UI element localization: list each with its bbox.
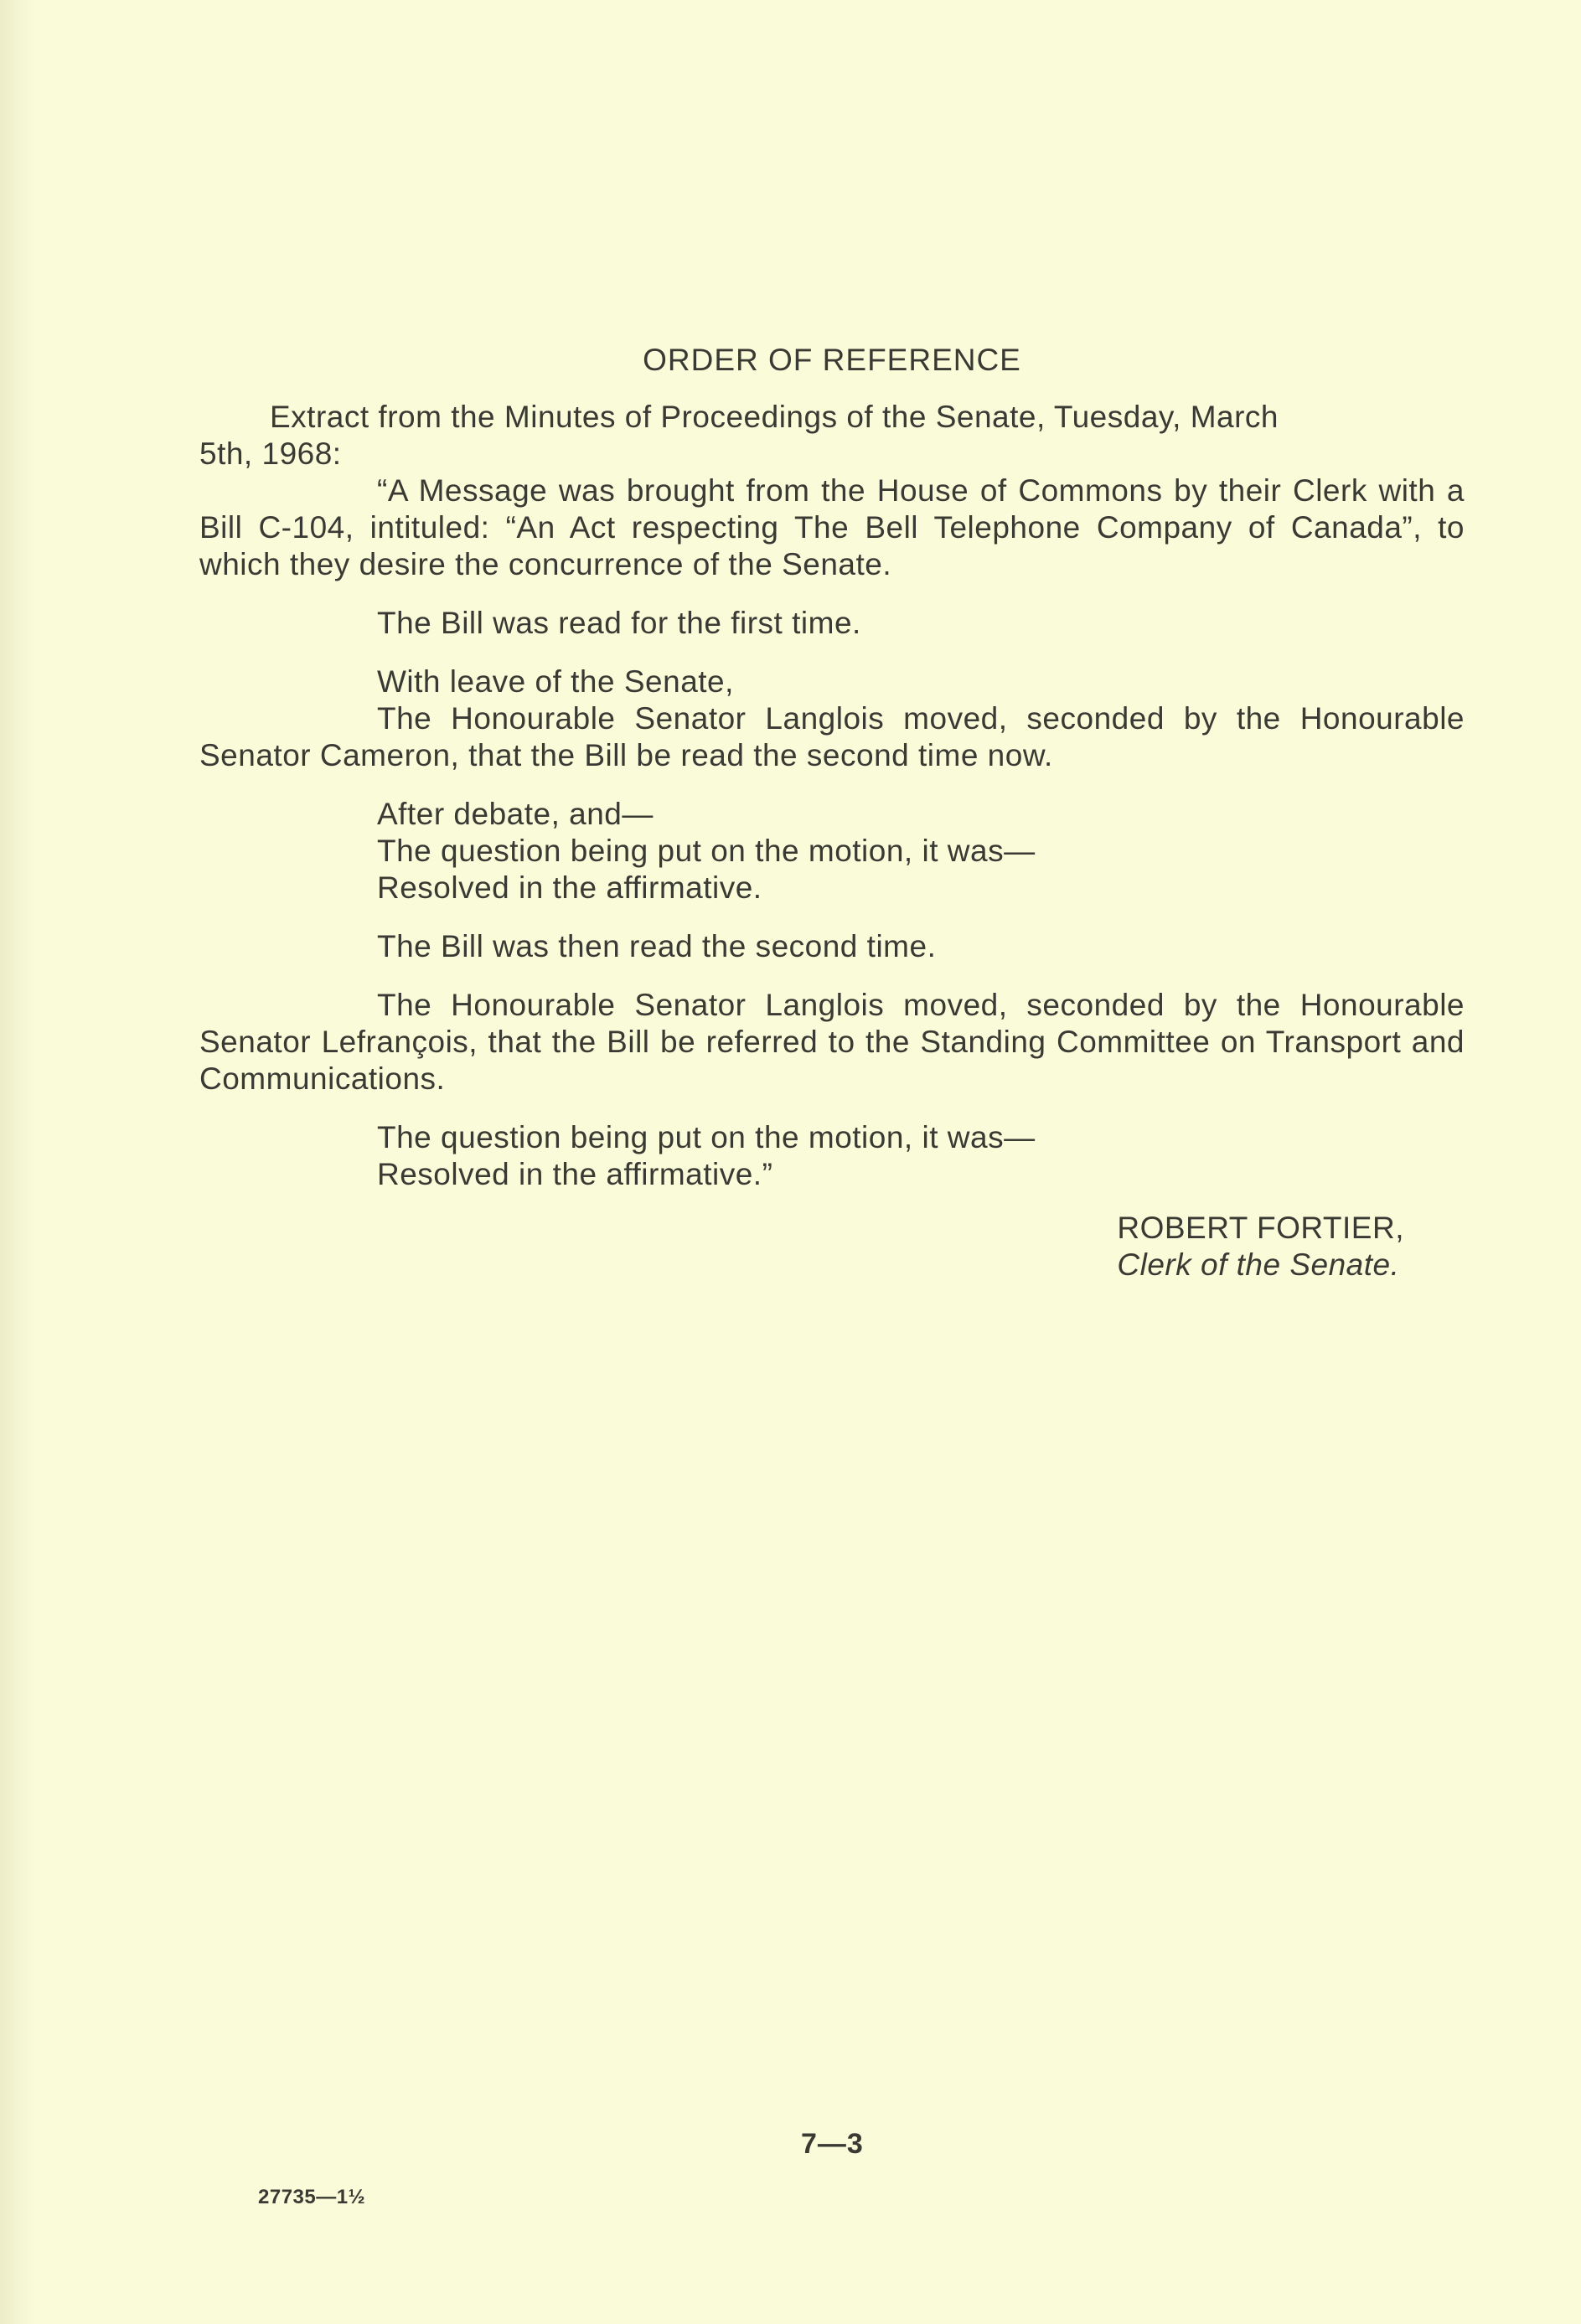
page-binding-edge <box>0 0 34 2324</box>
spacer <box>199 642 1465 664</box>
motion-second-reading: The Honourable Senator Langlois moved, seconded by the Honourable Senator Cameron, that the Bill be read the second time now. <box>199 701 1465 772</box>
motion-refer-paragraph: The Honourable Senator Langlois moved, seconded by the Honourable Senator Lefrançois, that the Bill be referred to the Standing Committee on Transport and Communications. <box>199 988 1465 1096</box>
extract-line-1: Extract from the Minutes of Proceedings of the Senate, Tuesday, March <box>270 400 1279 434</box>
signature-name: ROBERT FORTIER, <box>1117 1211 1404 1245</box>
after-debate-line: After debate, and— <box>377 797 654 831</box>
signature <box>1117 1210 1404 1283</box>
print-code: 27735—1½ <box>258 2186 366 2208</box>
spacer <box>199 906 1465 928</box>
spacer <box>199 1097 1465 1119</box>
resolved-line-2: Resolved in the affirmative.” <box>377 1157 773 1191</box>
resolved-line-1: Resolved in the affirmative. <box>377 870 762 905</box>
extract-line-2: 5th, 1968: <box>199 436 342 471</box>
page-number: 7—3 <box>801 2128 864 2160</box>
document-body <box>199 342 1465 1294</box>
page-title: ORDER OF REFERENCE <box>643 343 1021 377</box>
signature-block <box>199 1210 1465 1294</box>
leave-line: With leave of the Senate, <box>377 664 734 699</box>
spacer <box>199 965 1465 987</box>
spacer <box>199 774 1465 796</box>
question-put-line-1: The question being put on the motion, it was— <box>377 834 1036 868</box>
signature-title: Clerk of the Senate. <box>1117 1247 1400 1282</box>
quote-paragraph: “A Message was brought from the House of Commons by their Clerk with a Bill C-104, intituled: “An Act respecting The Bell Telephone Company of Canada”, to which they desire the concurrence of the Senate. <box>199 473 1465 581</box>
second-reading-line: The Bill was then read the second time. <box>377 929 937 963</box>
spacer <box>199 583 1465 605</box>
first-reading-line: The Bill was read for the first time. <box>377 606 861 640</box>
question-put-line-2: The question being put on the motion, it was— <box>377 1120 1036 1154</box>
